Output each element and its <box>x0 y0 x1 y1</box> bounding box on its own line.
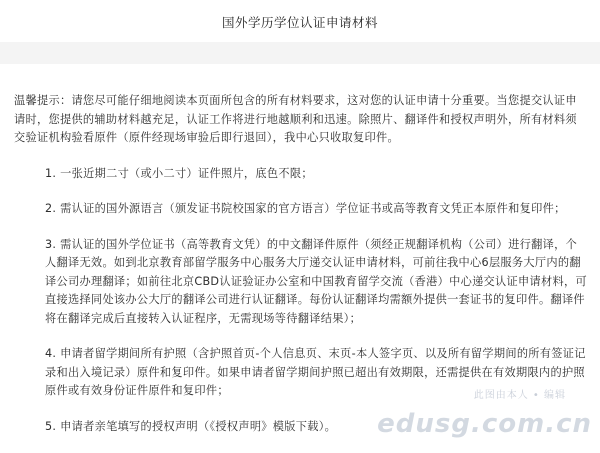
header-divider-bar <box>0 42 600 64</box>
requirement-item-4: 4. 申请者留学期间所有护照（含护照首页-个人信息页、末页-本人签字页、以及所有留学期间的所有签证记录和出入境记录）原件和复印件。如果申请者留学期间护照已超出有效期限，还需提供在有效期限内的护照原件或有效身份证件原件和复印件； <box>45 347 586 397</box>
page-title: 国外学历学位认证申请材料 <box>221 15 378 30</box>
requirement-item-3: 3. 需认证的国外学位证书（高等教育文凭）的中文翻译件原件（须经正规翻译机构（公司）进行翻译，个人翻译无效。如到北京教育部留学服务中心服务大厅递交认证申请材料，可前往我中心6层服务大厅内的翻译公司办理翻译；如前往北京CBD认证验证办公室和中国教育留学交流（香港）中心递交认证申请材料，可直接选择同处该办公大厅的翻译公司进行认证翻译。每份认证翻译均需额外提供一套证书的复印件。翻译件将在翻译完成后直接转入认证程序，无需现场等待翻译结果）； <box>45 237 587 325</box>
requirement-item-1: 1. 一张近期二寸（或小二寸）证件照片，底色不限； <box>45 166 313 180</box>
watermark-logo: edusg.com.cn <box>377 409 592 439</box>
requirement-item-5: 5. 申请者亲笔填写的授权声明（《授权声明》模版下载）。 <box>45 419 337 433</box>
requirement-item-2: 2. 需认证的国外源语言（颁发证书院校国家的官方语言）学位证书或高等教育文凭正本原件和复印件； <box>45 202 566 215</box>
watermark-caption: 此图由本人 • 编辑 <box>473 390 566 401</box>
intro-notice: 温馨提示：请您尽可能仔细地阅读本页面所包含的所有材料要求，这对您的认证申请十分重要。当您提交认证申请时，您提供的辅助材料越充足，认证工作将进行地越顺利和迅速。除照片、翻译件和授权声明外，所有材料须交验证机构验看原件（原件经现场审验后即行退回），我中心只收取复印件。 <box>14 94 577 144</box>
